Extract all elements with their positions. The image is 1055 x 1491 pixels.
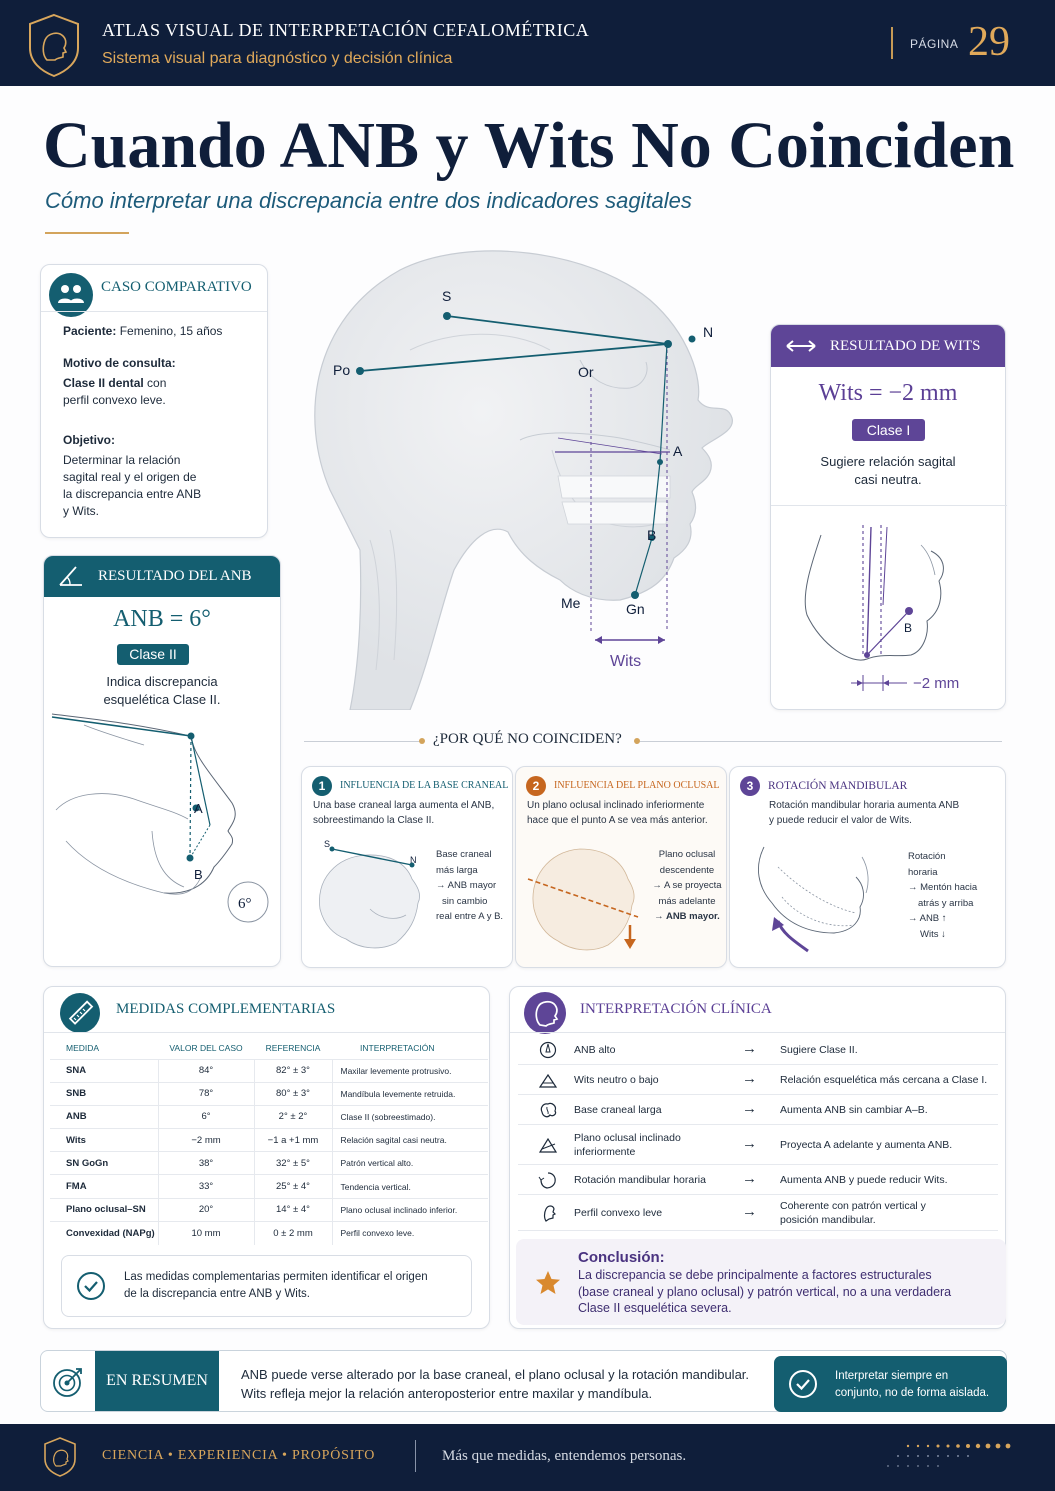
ruler-icon [60,993,100,1033]
paciente-line [63,323,222,340]
table-row [50,1105,488,1128]
skull-base-icon [310,839,432,959]
table-cell: Mandíbula levemente retruida. [332,1082,488,1105]
why-panel-rotacion [729,766,1006,968]
interpretation-row [518,1035,998,1065]
atlas-title: ATLAS VISUAL DE INTERPRETACIÓN CEFALOMÉTRICA [102,20,590,40]
wits-figure-label: Wits [610,653,642,670]
wits-desc-line: casi neutra. [854,472,922,487]
resumen-highlight [774,1356,1007,1412]
point-n-label: N [703,324,714,340]
table-cell: 0 ± 2 mm [254,1221,332,1244]
double-arrow-icon [785,337,817,355]
why-heading: ¿POR QUÉ NO COINCIDEN? [433,731,622,747]
table-row [50,1059,488,1082]
arrow-right-icon: → [742,1040,757,1057]
panel-number: 3 [740,776,760,796]
compass-icon [538,1040,558,1060]
conclusion-box [516,1239,1006,1325]
interpretation-meaning: Aumenta ANB sin cambiar A–B. [780,1104,928,1116]
why-panel-craneal [301,766,513,968]
table-cell: FMA [50,1175,158,1198]
interpretation-finding: Base craneal larga [574,1104,662,1116]
dot-pattern-decoration [880,1440,1012,1476]
table-cell: Convexidad (NAPg) [50,1221,158,1244]
rotation-icon [538,1170,558,1190]
table-cell: SN GoGn [50,1152,158,1175]
star-icon [534,1269,562,1297]
panel-side-text: Base craneal más larga → ANB mayor sin cambio real entre A y B. [436,849,504,922]
col-header: INTERPRETACIÓN [360,1042,435,1053]
anb-angle-label: 6° [238,896,252,912]
table-cell: 10 mm [158,1221,254,1244]
table-cell: −2 mm [158,1129,254,1152]
panel-side-text: Rotación horaria → Mentón hacia atrás y arriba → ANB ↑ Wits ↓ [908,851,978,940]
table-cell: 38° [158,1152,254,1175]
col-header: VALOR DEL CASO [169,1042,243,1053]
wits-point-b: B [904,621,913,635]
anb-desc-line: esquelética Clase II. [103,692,221,707]
wits-desc-line: Sugiere relación sagital [820,454,956,469]
table-cell: 6° [158,1105,254,1128]
table-cell: 33° [158,1175,254,1198]
table-cell: Perfil convexo leve. [332,1221,488,1244]
point-or-label: Or [578,364,594,380]
anb-heading: RESULTADO DEL ANB [98,568,252,584]
interpretation-finding: Perfil convexo leve [574,1207,663,1219]
table-cell: Plano oclusal inclinado inferior. [332,1198,488,1221]
mandible-rotation-icon [738,837,908,961]
footer-bar [0,1424,1055,1491]
table-row [50,1198,488,1221]
caso-comparativo-card [40,264,268,538]
arrow-right-icon: → [742,1203,757,1220]
table-cell: 20° [158,1198,254,1221]
table-cell: Plano oclusal–SN [50,1198,158,1221]
atlas-subtitle: Sistema visual para diagnóstico y decisión clínica [102,50,453,67]
wits-class-badge: Clase I [852,419,925,441]
interpretation-row [518,1095,998,1125]
paciente-label: Paciente: [63,324,117,338]
medidas-heading: MEDIDAS COMPLEMENTARIAS [116,1001,336,1017]
head-profile-icon [524,992,566,1034]
conclusion-text: La discrepancia se debe principalmente a factores estructurales (base craneal y plano oclusal) y patrón vertical, no a una verdadera Clase II esquelética severa. [578,1268,952,1315]
caso-heading: CASO COMPARATIVO [101,279,252,295]
arrow-right-icon: → [742,1135,757,1152]
medidas-card [43,986,490,1329]
point-po-label: Po [333,362,351,378]
table-cell: 14° ± 4° [254,1198,332,1221]
point-b-label: B [647,527,657,543]
table-cell: Relación sagital casi neutra. [332,1129,488,1152]
point-gn-label: Gn [626,601,645,617]
objetivo-line: y Wits. [63,504,99,518]
anb-result-card [43,555,281,967]
table-cell: 84° [158,1059,254,1082]
page-number: 29 [968,19,1010,65]
table-row [50,1175,488,1198]
table-cell: Clase II (sobreestimado). [332,1105,488,1128]
interpretation-meaning: Relación esquelética más cercana a Clase I. [780,1074,988,1086]
page-subtitle: Cómo interpretar una discrepancia entre dos indicadores sagitales [45,188,692,213]
table-cell: 2° ± 2° [254,1105,332,1128]
panel-number: 1 [312,776,332,796]
arrow-right-icon: → [742,1070,757,1087]
motivo-line2: perfil convexo leve. [63,393,166,407]
header-divider [891,27,893,59]
table-cell: 80° ± 3° [254,1082,332,1105]
table-row [50,1152,488,1175]
objetivo-label: Objetivo: [63,433,116,447]
interpretation-row [518,1165,998,1195]
interpretation-finding: Plano oclusal inclinado inferiormente [574,1132,681,1158]
footer-tagline: Más que medidas, entendemos personas. [442,1448,687,1464]
interpretation-finding: Wits neutro o bajo [574,1074,659,1086]
why-panel-oclusal [515,766,727,968]
motivo-label: Motivo de consulta: [63,356,176,370]
page-label: PÁGINA [910,37,959,51]
table-cell: SNA [50,1059,158,1082]
resumen-highlight-text: Interpretar siempre en conjunto, no de forma aislada. [835,1370,990,1399]
arrow-right-icon: → [742,1100,757,1117]
check-circle-icon [788,1369,818,1399]
panel-title: ROTACIÓN MANDIBULAR [768,780,908,792]
interpretation-row [518,1125,998,1165]
interpretation-finding: ANB alto [574,1044,616,1056]
panel-desc: Una base craneal larga aumenta el ANB, sobreestimando la Clase II. [313,800,495,826]
panel-desc: Rotación mandibular horaria aumenta ANB y puede reducir el valor de Wits. [769,800,960,826]
table-cell: Tendencia vertical. [332,1175,488,1198]
resumen-text: ANB puede verse alterado por la base craneal, el plano oclusal y la rotación mandibular. Wits refleja mejor la relación anteroposterior entre maxilar y mandíbula. [241,1367,750,1401]
table-cell: 78° [158,1082,254,1105]
table-row [50,1082,488,1105]
wits-measure: −2 mm [913,675,960,692]
footer-motto: CIENCIA • EXPERIENCIA • PROPÓSITO [102,1448,376,1463]
interpretation-meaning: Sugiere Clase II. [780,1044,858,1056]
arrow-right-icon: → [742,1170,757,1187]
panel-side-text: Plano oclusal descendente → A se proyecta más adelante → ANB mayor. [652,849,722,922]
angle-icon [58,564,86,588]
anb-class-badge: Clase II [117,644,189,665]
panel1-point-s: S [324,839,331,849]
panel1-point-n: N [410,855,417,865]
motivo-rest: con [147,376,167,390]
table-cell: SNB [50,1082,158,1105]
interpretation-row [518,1195,998,1231]
motivo-line [63,375,166,392]
occlusal-plane-icon [522,839,648,959]
anb-desc-line: Indica discrepancia [106,674,218,689]
target-icon [51,1365,85,1399]
interpretation-row [518,1065,998,1095]
point-a-label: A [673,443,683,459]
angle-icon [538,1070,558,1090]
panel-number: 2 [526,776,546,796]
profile-icon [538,1203,558,1223]
table-row [50,1221,488,1244]
anb-value: ANB = 6° [113,606,211,632]
header-bar [0,0,1055,86]
table-cell: −1 a +1 mm [254,1129,332,1152]
shield-logo-icon [43,1436,77,1478]
panel-title: INFLUENCIA DE LA BASE CRANEAL [340,780,509,791]
anb-profile-diagram [44,711,282,966]
interpretacion-heading: INTERPRETACIÓN CLÍNICA [580,1001,772,1017]
wits-heading: RESULTADO DE WITS [830,338,981,354]
table-cell: 32° ± 5° [254,1152,332,1175]
objetivo-line: la discrepancia entre ANB [63,487,202,501]
interpretation-meaning: Proyecta A adelante y aumenta ANB. [780,1139,953,1151]
table-cell: ANB [50,1105,158,1128]
incline-icon [538,1135,558,1155]
check-circle-icon [76,1271,106,1301]
col-header: MEDIDA [66,1042,100,1053]
anb-point-a: A [194,801,203,816]
interpretation-meaning: Coherente con patrón vertical y posición mandibular. [780,1200,926,1226]
interpretation-finding: Rotación mandibular horaria [574,1174,706,1186]
objetivo-line: Determinar la relación [63,453,181,467]
conclusion-title: Conclusión: [578,1249,665,1266]
panel-desc: Un plano oclusal inclinado inferiormente hace que el punto A se vea más anterior. [527,800,708,826]
brain-icon [538,1100,558,1120]
resumen-bar [40,1350,1007,1412]
cephalometric-skull-figure [290,240,760,710]
table-row [50,1129,488,1152]
table-cell: Wits [50,1129,158,1152]
medidas-note-text: Las medidas complementarias permiten identificar el origen de la discrepancia entre ANB y Wits. [124,1271,428,1300]
table-cell: Patrón vertical alto. [332,1152,488,1175]
wits-result-card [770,324,1006,710]
paciente-value: Femenino, 15 años [119,324,223,338]
wits-occlusal-diagram [771,515,1007,705]
point-me-label: Me [561,595,581,611]
panel-title: INFLUENCIA DEL PLANO OCLUSAL [554,780,720,791]
page-title: Cuando ANB y Wits No Coinciden [43,109,1015,182]
resumen-label: EN RESUMEN [95,1351,219,1411]
table-cell: Maxilar levemente protrusivo. [332,1059,488,1082]
shield-logo-icon [27,12,81,78]
wits-value: Wits = −2 mm [818,380,958,406]
motivo-bold: Clase II dental [63,376,144,390]
table-cell: 82° ± 3° [254,1059,332,1082]
medidas-table [50,1037,488,1245]
anb-point-b: B [194,867,203,882]
point-s-label: S [442,288,452,304]
objetivo-line: sagital real y el origen de [63,470,197,484]
medidas-note [61,1255,472,1317]
interpretation-meaning: Aumenta ANB y puede reducir Wits. [780,1174,948,1186]
title-underline [45,232,129,234]
col-header: REFERENCIA [265,1042,321,1053]
interpretacion-card [509,986,1006,1329]
table-cell: 25° ± 4° [254,1175,332,1198]
